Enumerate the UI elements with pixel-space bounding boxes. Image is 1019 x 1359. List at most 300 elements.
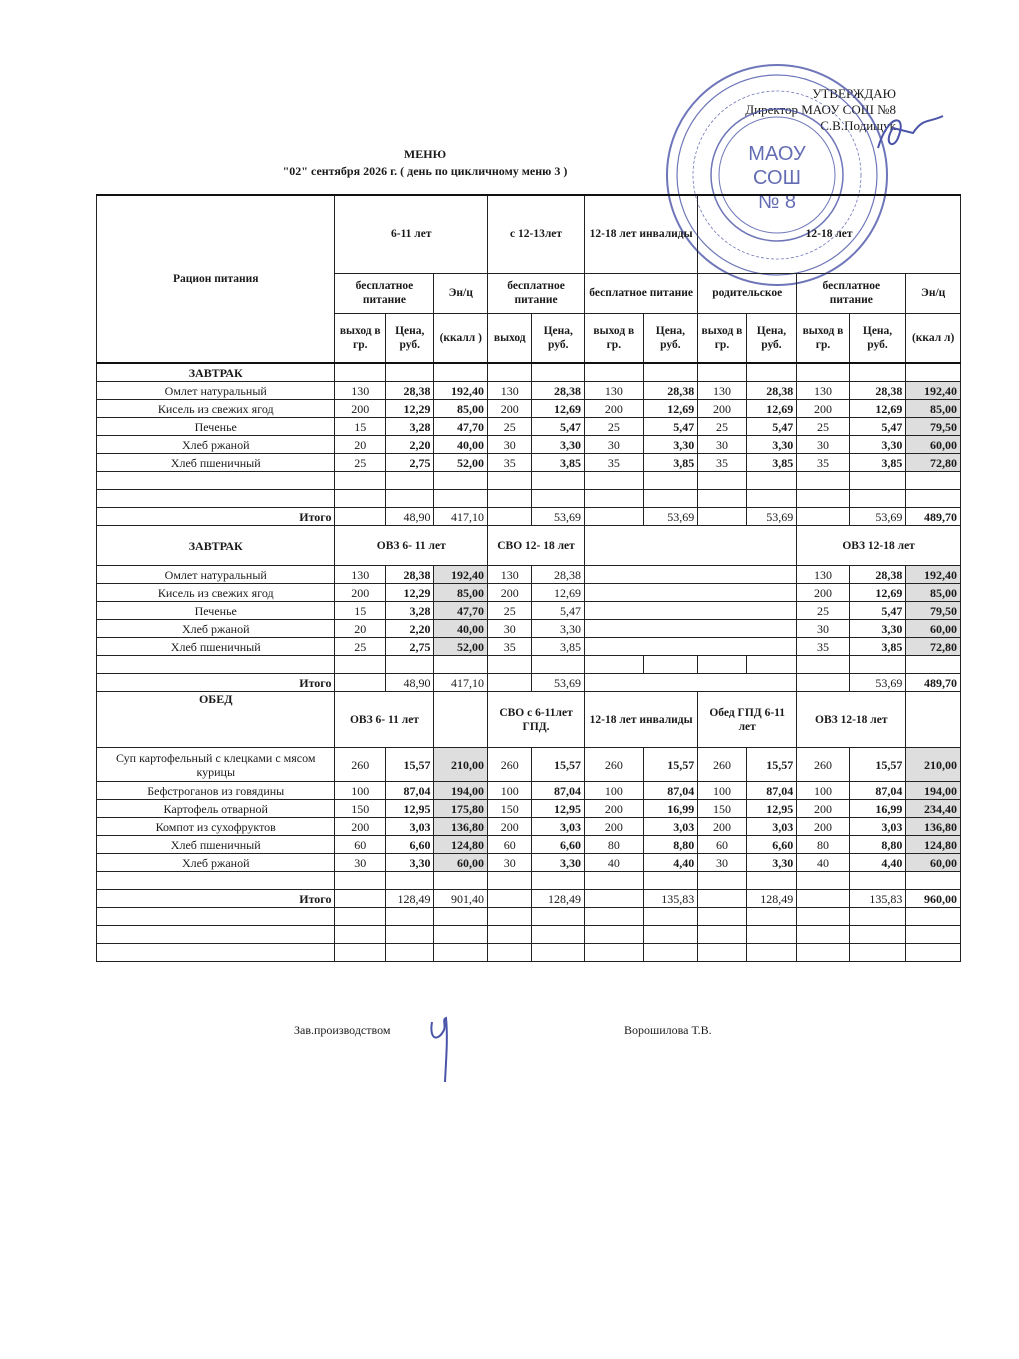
table-row [97,436,961,454]
empty-cell [746,363,797,382]
value-cell: 3,30 [849,620,906,638]
value-cell: 30 [585,436,644,454]
dish-name: Печенье [97,602,335,620]
value-cell: 85,00 [434,584,488,602]
total-value [585,508,644,526]
value-cell: 20 [335,620,386,638]
approval-line-2: Директор МАОУ СОШ №8 [745,102,896,117]
value-cell: 3,03 [746,818,797,836]
empty-cell [797,490,850,508]
total-value [585,890,644,908]
empty-cell [385,656,434,674]
empty-cell [797,472,850,490]
total-value [698,508,747,526]
empty-cell [335,363,386,382]
value-cell: 5,47 [746,418,797,436]
value-cell: 192,40 [906,566,961,584]
value-cell: 40,00 [434,620,488,638]
empty-cell [385,944,434,962]
empty-cell [488,872,532,890]
value-cell: 200 [335,584,386,602]
value-cell: 3,03 [532,818,585,836]
empty-cell [906,656,961,674]
empty-cell [698,472,747,490]
value-cell: 200 [585,800,644,818]
value-cell: 234,40 [906,800,961,818]
value-cell: 3,30 [746,854,797,872]
value-cell: 30 [797,436,850,454]
subgroup-header: ОВЗ 12-18 лет [797,692,906,748]
empty-cell [97,872,335,890]
value-cell: 15,57 [532,748,585,782]
value-cell: 200 [797,400,850,418]
value-cell: 3,30 [643,436,698,454]
empty-cell [746,490,797,508]
value-cell: 16,99 [643,800,698,818]
value-cell: 30 [488,436,532,454]
empty-cell [797,926,850,944]
value-cell: 12,69 [849,400,906,418]
empty-cell [434,872,488,890]
empty-cell [698,908,747,926]
page-title [200,146,650,180]
empty-cell [532,472,585,490]
value-cell: 260 [488,748,532,782]
total-value [698,890,747,908]
free-meals-header: бесплатное питание [585,273,698,313]
value-cell: 130 [797,382,850,400]
table-row [97,748,961,782]
value-cell: 200 [585,400,644,418]
dish-name: Хлеб ржаной [97,436,335,454]
title-line-1: МЕНЮ [403,147,447,161]
total-value [488,890,532,908]
dish-name: Хлеб пшеничный [97,454,335,472]
value-cell: 194,00 [434,782,488,800]
value-cell: 12,29 [385,400,434,418]
empty-cell [97,472,335,490]
value-cell: 15 [335,602,386,620]
total-value: 48,90 [385,508,434,526]
value-cell: 25 [797,418,850,436]
empty-row [97,872,961,890]
total-value [335,890,386,908]
value-cell: 194,00 [906,782,961,800]
empty-cell [643,490,698,508]
table-header [97,195,961,363]
output-header: выход в гр. [585,313,644,363]
group-12-13-header: с 12-13лет [488,195,585,273]
section-title: ЗАВТРАК [97,363,335,382]
subgroup-header: СВО с 6-11лет ГПД. [488,692,585,748]
empty-cell [97,908,335,926]
menu-table [96,194,961,962]
empty-cell [532,490,585,508]
value-cell: 3,30 [746,436,797,454]
value-cell: 25 [698,418,747,436]
dish-name: Омлет натуральный [97,566,335,584]
empty-cell [532,944,585,962]
value-cell: 3,30 [532,436,585,454]
value-cell: 87,04 [532,782,585,800]
empty-cell [532,926,585,944]
empty-cell [335,490,386,508]
total-row [97,890,961,908]
empty-cell [906,490,961,508]
value-cell: 28,38 [746,382,797,400]
empty-cell [585,363,644,382]
empty-cell [585,620,797,638]
empty-cell [97,944,335,962]
total-row [97,674,961,692]
value-cell: 124,80 [906,836,961,854]
value-cell: 3,28 [385,602,434,620]
empty-cell [585,472,644,490]
empty-cell [698,656,747,674]
empty-cell [585,872,644,890]
total-value: 128,49 [746,890,797,908]
dish-name: Кисель из свежих ягод [97,400,335,418]
value-cell: 136,80 [434,818,488,836]
dish-name: Кисель из свежих ягод [97,584,335,602]
value-cell: 60,00 [906,620,961,638]
dish-name: Печенье [97,418,335,436]
empty-cell [849,926,906,944]
value-cell: 130 [488,382,532,400]
parental-header: родительское [698,273,797,313]
empty-cell [797,363,850,382]
output-header: выход в гр. [335,313,386,363]
total-value [335,674,386,692]
value-cell: 8,80 [643,836,698,854]
value-cell: 150 [698,800,747,818]
value-cell: 28,38 [849,566,906,584]
empty-cell [585,638,797,656]
value-cell: 3,03 [385,818,434,836]
value-cell: 12,95 [532,800,585,818]
value-cell: 15 [335,418,386,436]
empty-cell [385,926,434,944]
value-cell: 200 [585,818,644,836]
price-header: Цена, руб. [385,313,434,363]
subgroup-header: Обед ГПД 6-11 лет [698,692,797,748]
value-cell: 200 [488,818,532,836]
table-row [97,782,961,800]
value-cell: 12,69 [849,584,906,602]
dish-name: Хлеб ржаной [97,620,335,638]
value-cell: 30 [698,854,747,872]
group-12-18-header: 12-18 лет [698,195,961,273]
empty-cell [97,656,335,674]
empty-cell [488,490,532,508]
value-cell: 25 [335,454,386,472]
empty-cell [335,944,386,962]
kcal-header: (ккалл ) [434,313,488,363]
empty-cell [585,908,644,926]
value-cell: 15,57 [385,748,434,782]
title-line-2: "02" сентября 2026 г. ( день по цикличному меню 3 ) [282,164,568,178]
table-row [97,854,961,872]
dish-name: Бефстроганов из говядины [97,782,335,800]
total-value: 417,10 [434,674,488,692]
empty-cell [643,363,698,382]
value-cell: 5,47 [532,602,585,620]
value-cell: 47,70 [434,418,488,436]
value-cell: 260 [797,748,850,782]
value-cell: 12,69 [643,400,698,418]
ration-header: Рацион питания [97,195,335,363]
total-value: 135,83 [849,890,906,908]
value-cell: 5,47 [532,418,585,436]
empty-cell [488,944,532,962]
empty-cell [434,692,488,748]
energy-header: Эн/ц [906,273,961,313]
value-cell: 4,40 [643,854,698,872]
total-value [797,890,850,908]
value-cell: 85,00 [906,400,961,418]
empty-cell [746,472,797,490]
value-cell: 150 [335,800,386,818]
empty-cell [906,363,961,382]
empty-cell [488,363,532,382]
value-cell: 35 [488,454,532,472]
value-cell: 136,80 [906,818,961,836]
empty-cell [849,490,906,508]
value-cell: 79,50 [906,602,961,620]
empty-cell [585,602,797,620]
subgroup-header: ОВЗ 6- 11 лет [335,692,434,748]
empty-cell [488,472,532,490]
value-cell: 150 [488,800,532,818]
empty-cell [532,363,585,382]
empty-cell [585,526,797,566]
empty-cell [746,656,797,674]
value-cell: 28,38 [849,382,906,400]
svg-text:№ 8: № 8 [757,191,797,213]
value-cell: 3,85 [849,454,906,472]
lunch-section [97,692,961,962]
empty-cell [698,490,747,508]
table-row [97,620,961,638]
group-6-11-header: 6-11 лет [335,195,488,273]
free-meals-header: бесплатное питание [797,273,906,313]
value-cell: 80 [585,836,644,854]
value-cell: 200 [488,584,532,602]
empty-cell [849,472,906,490]
empty-cell [906,872,961,890]
value-cell: 30 [698,436,747,454]
section-title: ЗАВТРАК [97,526,335,566]
approval-line-3: С.В.Подищук [820,118,896,133]
value-cell: 12,95 [746,800,797,818]
value-cell: 260 [698,748,747,782]
empty-cell [488,656,532,674]
table-row [97,818,961,836]
value-cell: 6,60 [532,836,585,854]
value-cell: 6,60 [385,836,434,854]
empty-cell [643,472,698,490]
svg-text:МАОУ: МАОУ [748,143,806,165]
total-value: 48,90 [385,674,434,692]
value-cell: 3,30 [849,436,906,454]
empty-cell [335,472,386,490]
value-cell: 3,28 [385,418,434,436]
value-cell: 40 [797,854,850,872]
value-cell: 130 [585,382,644,400]
value-cell: 60 [335,836,386,854]
table-row [97,584,961,602]
total-value: 53,69 [849,674,906,692]
value-cell: 87,04 [849,782,906,800]
empty-cell [849,944,906,962]
empty-cell [585,584,797,602]
value-cell: 35 [488,638,532,656]
value-cell: 200 [698,400,747,418]
value-cell: 35 [797,454,850,472]
value-cell: 40,00 [434,436,488,454]
empty-cell [434,472,488,490]
empty-cell [906,908,961,926]
value-cell: 200 [488,400,532,418]
value-cell: 192,40 [906,382,961,400]
value-cell: 25 [585,418,644,436]
value-cell: 12,69 [532,584,585,602]
value-cell: 80 [797,836,850,854]
value-cell: 3,30 [532,854,585,872]
empty-cell [335,872,386,890]
value-cell: 16,99 [849,800,906,818]
empty-cell [849,908,906,926]
value-cell: 28,38 [385,566,434,584]
empty-row [97,908,961,926]
total-value [335,508,386,526]
value-cell: 72,80 [906,638,961,656]
value-cell: 2,75 [385,454,434,472]
value-cell: 100 [698,782,747,800]
price-header: Цена, руб. [532,313,585,363]
total-value: 135,83 [643,890,698,908]
value-cell: 28,38 [643,382,698,400]
breakfast-ovz-section [97,526,961,692]
empty-cell [906,472,961,490]
total-value: 53,69 [532,508,585,526]
empty-cell [643,656,698,674]
table-row [97,800,961,818]
price-header: Цена, руб. [746,313,797,363]
empty-cell [488,908,532,926]
value-cell: 79,50 [906,418,961,436]
empty-cell [906,944,961,962]
value-cell: 130 [335,382,386,400]
empty-cell [488,926,532,944]
value-cell: 30 [335,854,386,872]
footer-position: Зав.производством [294,1023,391,1037]
dish-name: Омлет натуральный [97,382,335,400]
value-cell: 3,03 [849,818,906,836]
total-value: 53,69 [532,674,585,692]
table-row [97,638,961,656]
total-label: Итого [97,508,335,526]
value-cell: 35 [698,454,747,472]
value-cell: 15,57 [643,748,698,782]
total-value [488,674,532,692]
kcal-header: (ккал л) [906,313,961,363]
value-cell: 60,00 [434,854,488,872]
empty-cell [532,872,585,890]
svg-text:СОШ: СОШ [753,167,801,189]
director-signature [868,108,948,158]
empty-cell [585,944,644,962]
group-12-18-disabled-header: 12-18 лет инвалиды [585,195,698,273]
value-cell: 12,29 [385,584,434,602]
empty-row [97,656,961,674]
subgroup-header: ОВЗ 12-18 лет [797,526,961,566]
output-header: выход [488,313,532,363]
total-row [97,508,961,526]
value-cell: 3,85 [532,638,585,656]
empty-cell [746,908,797,926]
total-value [488,508,532,526]
empty-cell [797,656,850,674]
value-cell: 2,20 [385,436,434,454]
empty-cell [698,944,747,962]
value-cell: 260 [335,748,386,782]
total-label: Итого [97,890,335,908]
empty-cell [335,656,386,674]
empty-cell [585,566,797,584]
empty-cell [643,926,698,944]
empty-row [97,926,961,944]
value-cell: 25 [797,602,850,620]
empty-cell [585,656,644,674]
value-cell: 3,30 [385,854,434,872]
value-cell: 28,38 [532,382,585,400]
section-title-row [97,692,961,748]
empty-row [97,490,961,508]
empty-cell [434,926,488,944]
value-cell: 130 [698,382,747,400]
value-cell: 15,57 [849,748,906,782]
empty-cell [643,944,698,962]
total-value [797,508,850,526]
value-cell: 3,03 [643,818,698,836]
empty-cell [434,490,488,508]
empty-cell [385,472,434,490]
total-value: 417,10 [434,508,488,526]
total-value: 489,70 [906,674,961,692]
value-cell: 85,00 [434,400,488,418]
approval-line-1: УТВЕРЖДАЮ [812,86,896,101]
empty-cell [532,656,585,674]
value-cell: 100 [797,782,850,800]
total-value: 901,40 [434,890,488,908]
empty-row [97,472,961,490]
value-cell: 100 [335,782,386,800]
value-cell: 2,20 [385,620,434,638]
value-cell: 200 [797,800,850,818]
value-cell: 130 [335,566,386,584]
value-cell: 192,40 [434,382,488,400]
value-cell: 5,47 [849,418,906,436]
value-cell: 200 [797,818,850,836]
value-cell: 3,85 [746,454,797,472]
value-cell: 3,30 [532,620,585,638]
value-cell: 60,00 [906,854,961,872]
empty-cell [746,926,797,944]
value-cell: 2,75 [385,638,434,656]
value-cell: 87,04 [746,782,797,800]
empty-cell [434,944,488,962]
